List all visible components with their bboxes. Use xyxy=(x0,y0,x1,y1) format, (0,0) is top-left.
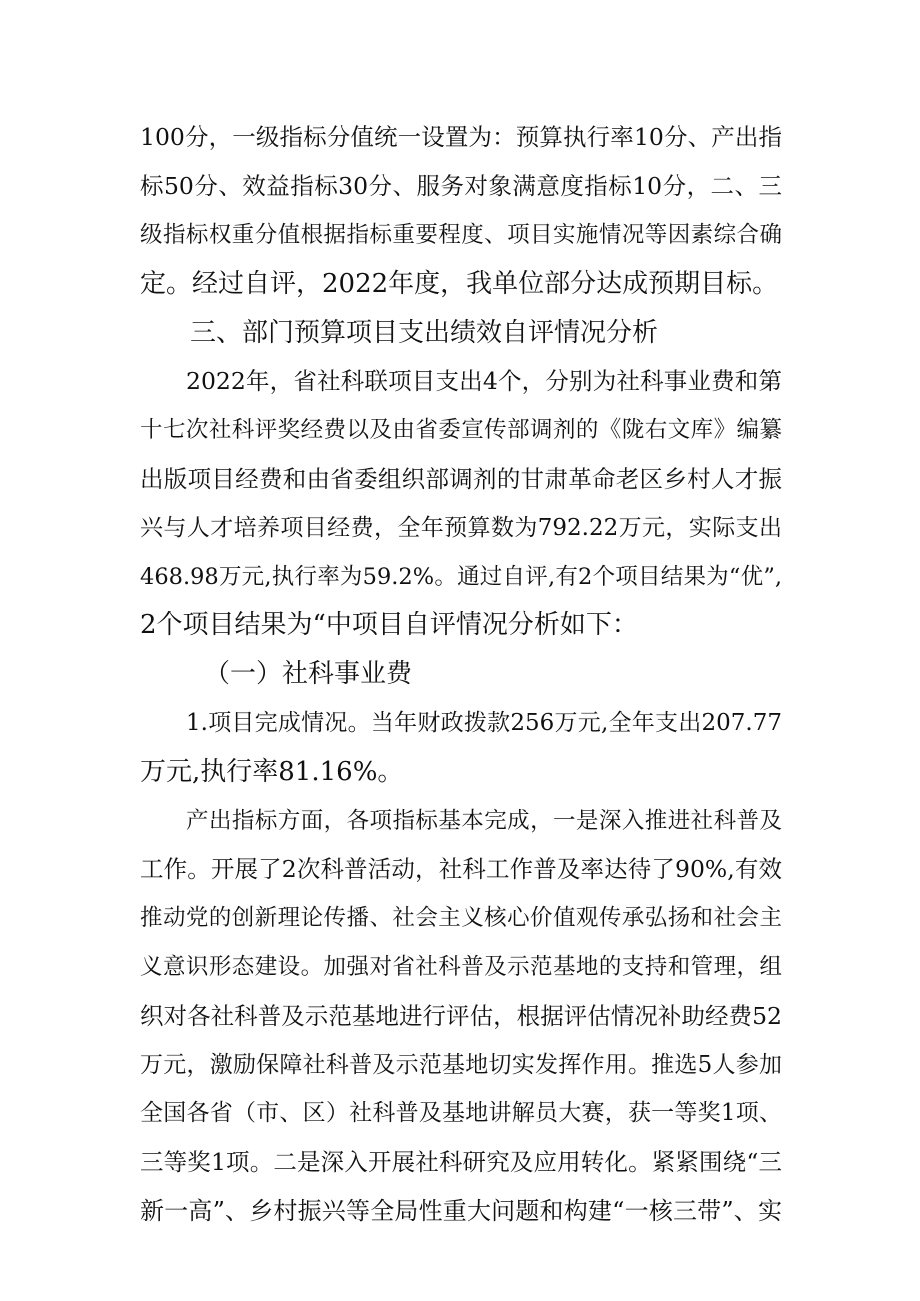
text-line-7: 十七次社科评奖经费以及由省委宣传部调剂的《陇右文库》编纂 xyxy=(140,417,782,443)
text-line-17: 推动党的创新理论传播、社会主义核心价值观传承弘扬和社会主 xyxy=(140,905,782,931)
text-line-3: 级指标权重分值根据指标重要程度、项目实施情况等因素综合确 xyxy=(140,222,782,248)
text-line-11: 2个项目结果为“中项目自评情况分析如下： xyxy=(140,610,638,640)
text-line-6: 2022年，省社科联项目支出4个，分别为社科事业费和第 xyxy=(186,367,782,395)
text-line-4: 定。经过自评，2022年度，我单位部分达成预期目标。 xyxy=(140,269,779,299)
text-line-13: 1.项目完成情况。当年财政拨款256万元,全年支出207.77 xyxy=(186,710,782,736)
text-line-20: 万元，激励保障社科普及示范基地切实发挥作用。推选5人参加 xyxy=(140,1052,782,1078)
section-heading-3: 三、部门预算项目支出绩效自评情况分析 xyxy=(190,318,659,348)
text-line-23: 新一高”、乡村振兴等全局性重大问题和构建“一核三带”、实 xyxy=(140,1197,782,1225)
text-line-2: 标50分、效益指标30分、服务对象满意度指标10分，二、三 xyxy=(140,172,782,200)
text-line-8: 出版项目经费和由省委组织部调剂的甘肃革命老区乡村人才振 xyxy=(140,465,782,493)
text-line-22: 三等奖1项。二是深入开展社科研究及应用转化。紧紧围绕“三 xyxy=(140,1148,782,1176)
text-line-16: 工作。开展了2次科普活动，社科工作普及率达待了90%,有效 xyxy=(140,855,782,883)
text-line-21: 全国各省（市、区）社科普及基地讲解员大赛，获一等奖1项、 xyxy=(140,1100,782,1126)
text-line-10: 468.98万元,执行率为59.2%。通过自评,有2个项目结果为“优”, xyxy=(140,564,782,590)
text-line-14: 万元,执行率81.16%。 xyxy=(140,757,404,787)
text-line-19: 织对各社科普及示范基地进行评估，根据评估情况补助经费52 xyxy=(140,1002,782,1030)
text-line-15: 产出指标方面，各项指标基本完成，一是深入推进社科普及 xyxy=(186,808,782,834)
text-line-9: 兴与人才培养项目经费，全年预算数为792.22万元，实际支出 xyxy=(140,515,782,541)
text-line-1: 100分，一级指标分值统一设置为：预算执行率10分、产出指 xyxy=(140,123,782,151)
text-line-18: 义意识形态建设。加强对省社科普及示范基地的支持和管理，组 xyxy=(140,954,782,980)
subsection-heading-1: （一）社科事业费 xyxy=(204,659,413,689)
